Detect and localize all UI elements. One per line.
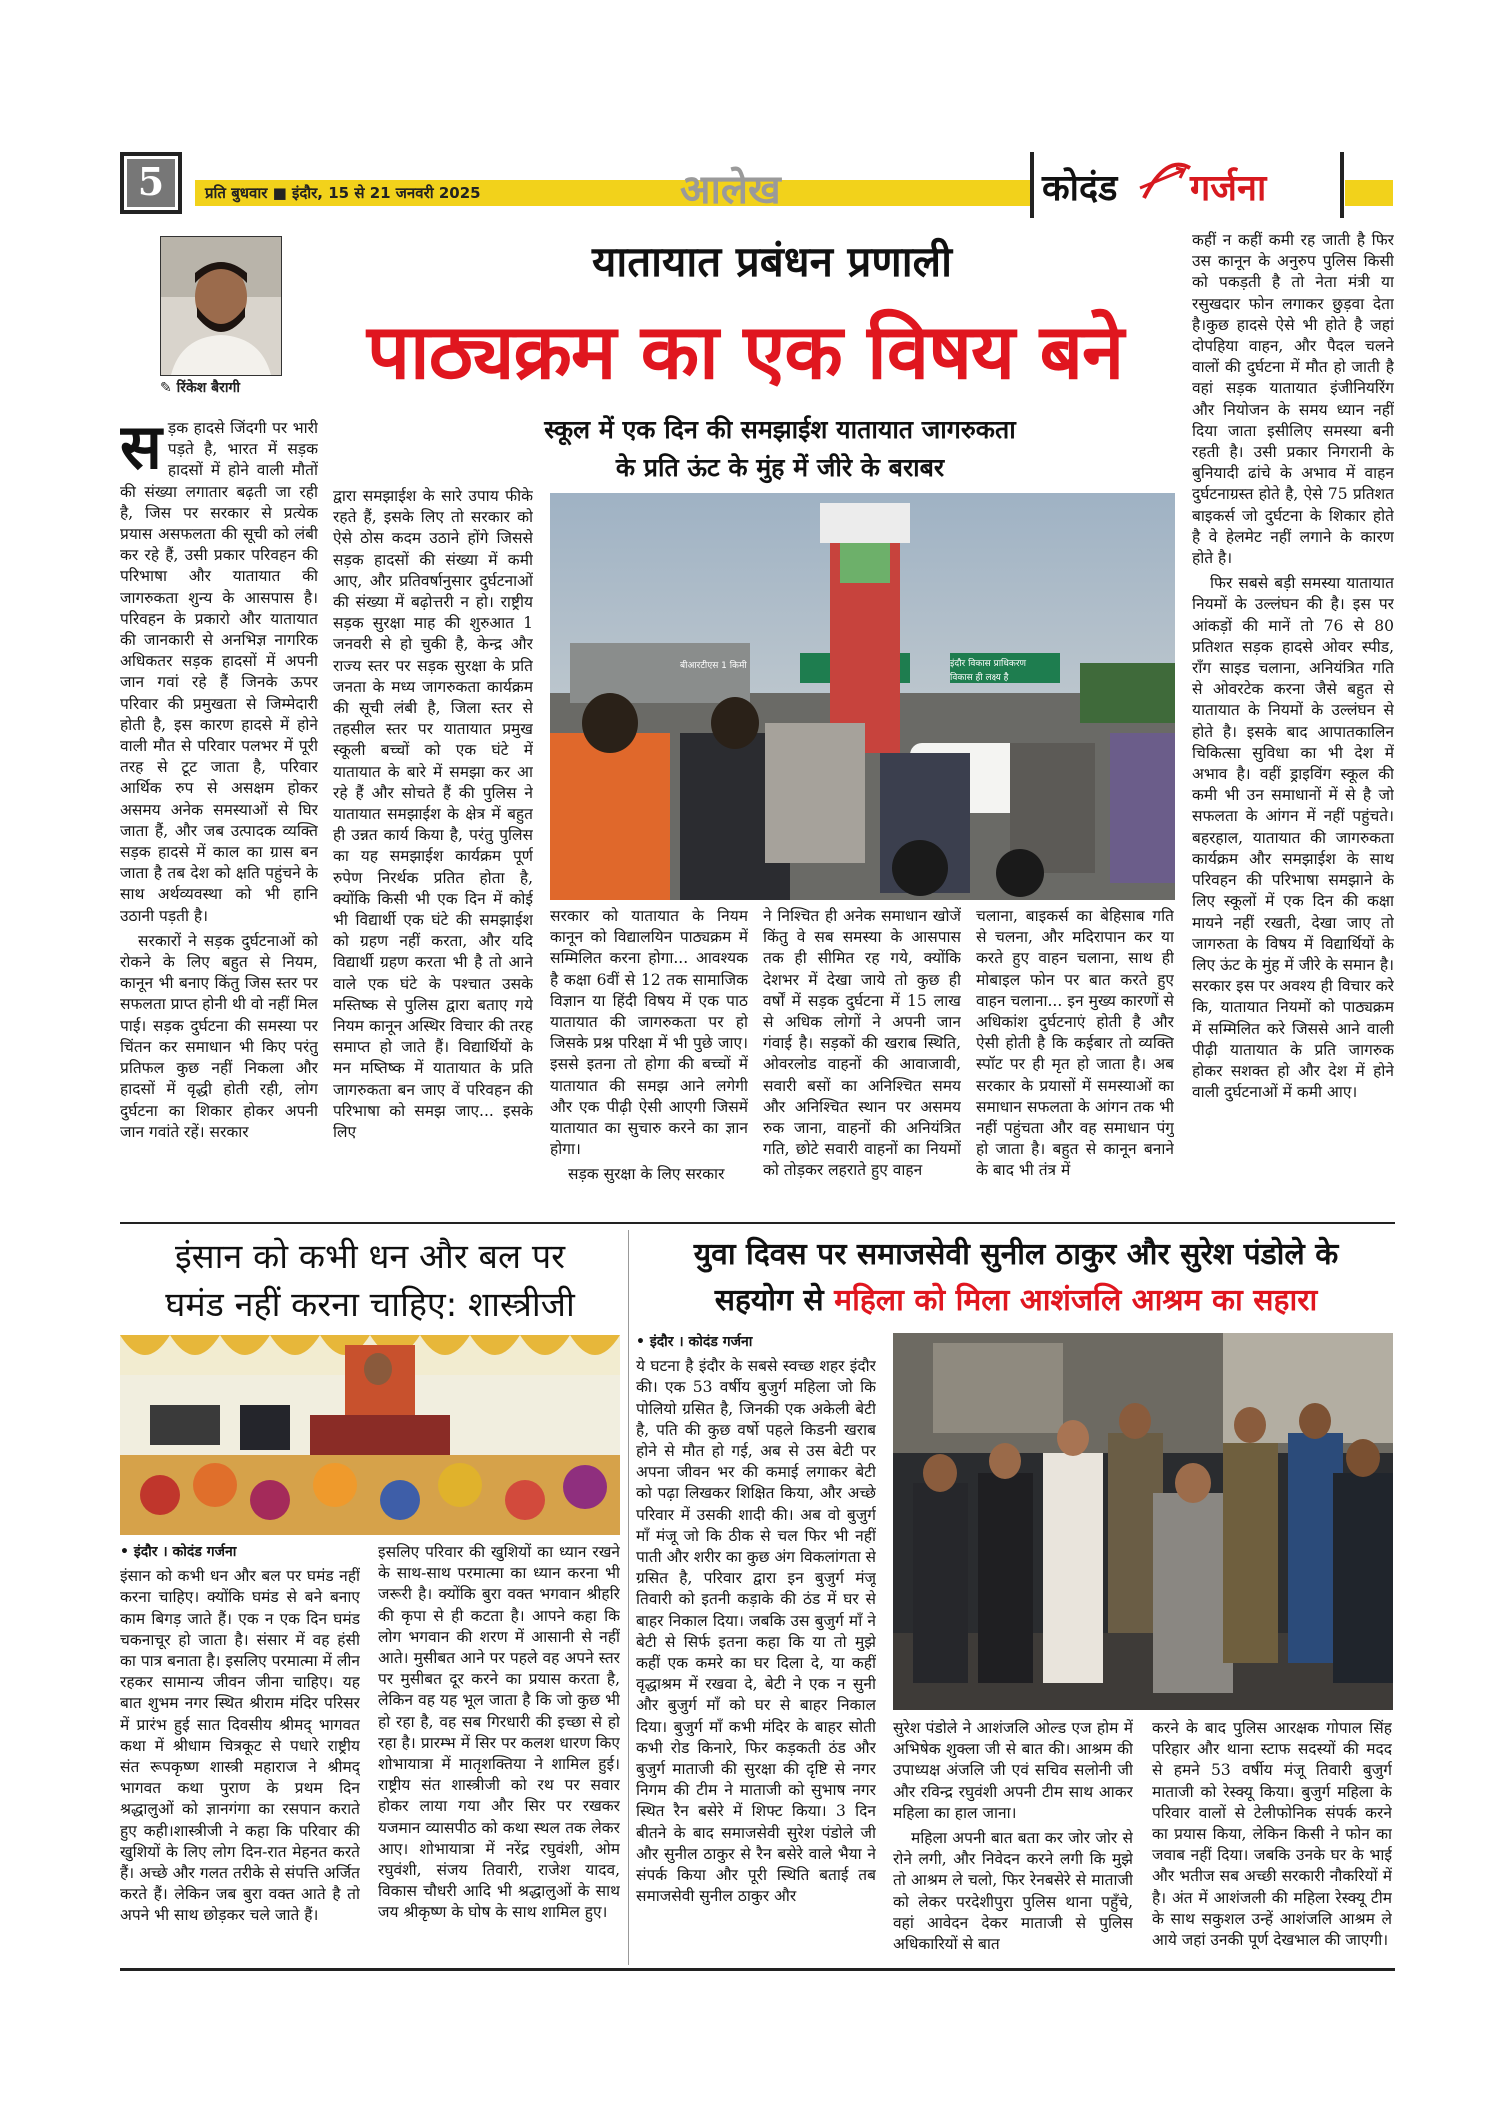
lead-column-3 [550,906,748,1214]
logo-text-left: कोदंड [1042,168,1118,209]
katha-event-photo [120,1335,620,1535]
masthead-logo [1040,152,1335,218]
lead-col2-para1: द्वारा समझाईश के सारे उपाय फीके रहते हैं, इसके लिए तो सरकार को ऐसे ठोस कदम उठाने होंगे जिससे सड़क हादसों की संख्या में कमी आए, और प्रतिवर्षानुसार दुर्घटनाओं की संख्या में बढ़ोत्तरी न हो। राष्ट्रीय सड़क सुरक्षा माह की शुरुआत 1 जनवरी से हो चुकी है, केन्द्र और राज्य स्तर पर सड़क सुरक्षा के प्रति जनता के मध्य जागरुकता कार्यक्रम की सूची लंबी है, जिला स्तर से तहसील स्तर पर यातायात प्रमुख स्कूली बच्चों को एक घंटे में यातायात के बारे में समझा कर आ रहे हैं और सोचते हैं की पुलिस ने यातायात समझाईश के क्षेत्र में बहुत ही उन्नत कार्य किया है, परंतु पुलिस का यह समझाईश कार्यक्रम पूर्ण रुपेण निरर्थक प्रतित होता है, क्योंकि किसी भी एक दिन में कोई भी विद्यार्थी एक घंटे की समझाईश को ग्रहण नहीं करता, और यदि विद्यार्थी ग्रहण करता भी है तो आने वाले एक घंटे के पश्चात उसके मस्तिष्क से पुलिस द्वारा बताए गये नियम कानून अस्थिर विचार की तरह समाप्त हो जाते हैं। विद्यार्थियों के मन मष्तिष्क में यातायात के प्रति जागरुकता बन जाए वें परिवहन की परिभाषा को समझ जाए... इसके लिए [333,487,533,1142]
rescue-team-photo [893,1333,1393,1710]
story3-headline-1: युवा दिवस पर समाजसेवी सुनील ठाकुर और सुरेश पंडोले के [693,1237,1339,1272]
bottom-rule [120,1968,1395,1971]
lead-kicker: यातायात प्रबंधन प्रणाली [592,237,952,286]
story3-headline-2-black: सहयोग से [714,1283,824,1318]
story2-headline-2: घमंड नहीं करना चाहिए: शास्त्रीजी [165,1285,575,1325]
author-name: रिंकेश बैरागी [176,380,240,396]
story2-byline: • इंदौर । कोदंड गर्जना [120,1544,237,1560]
lead-column-1 [120,418,318,1214]
lead-subhead-2: के प्रति ऊंट के मुंह में जीरे के बराबर [615,453,945,482]
page-number-box [120,152,182,214]
story3-column-3 [1152,1718,1392,1964]
story3-col3-text: करने के बाद पुलिस आरक्षक गोपाल सिंह परिहार और थाना स्टाफ सदस्यों की मदद से हमने 53 वर्षीय मंजू तिवारी बुजुर्ग माताजी को रेस्क्यू किया। बुजुर्ग महिला के परिवार वालों से टेलीफोनिक संपर्क करने का प्रयास किया, लेकिन किसी ने फोन का जवाब नहीं दिया। जबकि उनके घर के भाई और भतीज सब अच्छी सरकारी नौकरियों में है। अंत में आशंजली की महिला रेस्क्यू टीम के साथ सकुशल उन्हें आशंजलि आश्रम ले आये जहां उनकी पूर्ण देखभाल की जाएगी। [1152,1719,1392,1950]
lead-headline: पाठ्यक्रम का एक विषय बने [366,307,1124,396]
lead-column-5 [976,906,1174,1214]
lead-col6-para1: कहीं न कहीं कमी रह जाती है फिर उस कानून के अनुरुप पुलिस किसी को पकड़ती है तो नेता मंत्री या रसुखदार फोन लगाकर छुड़वा देता है।कुछ हादसे ऐसे भी होते है जहां दोपहिया वाहन, और पैदल चलने वालों की दुर्घटना में मौत हो जाती है वहां सड़क यातायात इंजीनियरिंग और नियोजन के समय ध्यान नहीं दिया जाता इसीलिए समस्या बनी रहती है। उसी प्रकार निगरानी के बुनियादी ढांचे के अभाव में वाहन दुर्घटनाग्रस्त होते है, ऐसे 75 प्रतिशत बाइकर्स जो दुर्घटना के शिकार होते है वे हेलमेट नहीं लगाने के कारण होते है। [1192,231,1394,568]
lead-column-4 [763,906,961,1214]
story3-byline: • इंदौर । कोदंड गर्जना [636,1334,753,1350]
lead-col5-para1: चलाना, बाइकर्स का बेहिसाब गति से चलना, और मदिरापान कर या करते हुए वाहन चलाना, साथ ही मोबाइल फोन पर बात करते हुए वाहन चलाना... इन मुख्य कारणों से अधिकांश दुर्घटनाएं होती है और ऐसी होती है कि कईबार तो व्यक्ति स्पॉट पर ही मृत हो जाता है। अब सरकार के प्रयासों में समस्याओं का समाधान सफलता के आंगन तक भी नहीं पहुंचता और वह समाधान पंगु हो जाता है। बहुत से कानून बनाने के बाद भी तंत्र में [976,907,1174,1180]
lead-column-6 [1192,230,1394,1214]
header-yellow-bar-right [1345,180,1393,206]
sign-text-c: विकास ही लक्ष्य है [950,673,1009,683]
lead-col6-para2: फिर सबसे बड़ी समस्या यातायात नियमों के उल्लंघन की है। इस पर आंकड़ों की मानें तो 76 से 80 प्रतिशत सड़क हादसे ओवर स्पीड, रॉंग साइड चलाना, अनियंत्रित गति से ओवरटेक करना जैसे बहुत से यातायात के नियमों के उल्लंघन से होते है। इसके बाद आपातकालिन चिकित्सा सुविधा का भी देश में अभाव है। वहीं ड्राइविंग स्कूल की कमी भी उन समाधानों में से है जो सफलता के आंगन में नहीं पहुंचते। बहरहाल, यातायात की जागरुकता कार्यक्रम और समझाईश के साथ परिवहन की परिभाषा समझाने के लिए स्कूलों में एक दिन की कक्षा मायने नहीं रखती, देखा जाए तो जागरुता के विषय में विद्यार्थियों के लिए ऊंट के मुंह में जीरे के समान है। सरकार इस पर अवश्य ही विचार करे कि, यातायात नियमों को पाठ्यक्रम में सम्मिलित करे जिससे आने वाली पीढ़ी यातायात के प्रति जागरुक होकर सशक्त हो और देश में होने वाली दुर्घटनाओं में कमी आए। [1192,574,1394,1102]
pen-icon: ✎ [160,380,177,396]
author-byline [160,378,290,397]
story3-column-1 [636,1332,876,1964]
story3-column-2 [893,1718,1133,1964]
sign-text-a: बीआरटीएस 1 किमी [680,661,747,671]
lead-col4-para1: ने निश्चित ही अनेक समाधान खोजें किंतु वे सब समस्या के आसपास तक ही सीमित रह गये, क्योंकि देशभर में देखा जाये तो कुछ ही वर्षों में सड़क दुर्घटना में 15 लाख से अधिक लोगों ने अपनी जान गंवाई है। सड़कों की खराब स्थिति, ओवरलोड वाहनों की आवाजावी, सवारी बसों का अनिश्चित समय और अनिश्चित स्थान पर असमय रुक जाना, वाहनों की अनियंत्रित गति, छोटे सवारी वाहनों का नियमों को तोड़कर लहराते हुए वाहन [763,907,961,1180]
story-vertical-divider [628,1230,629,1965]
story3-col1-text: ये घटना है इंदौर के सबसे स्वच्छ शहर इंदौर की। एक 53 वर्षीय बुजुर्ग महिला जो कि पोलियो ग्रसित है, जिनकी एक अकेली बेटी है, पति की कुछ वर्षो पहले किडनी खराब होने से मौत हो गई, अब से उस बेटी पर अपना जीवन भर की कमाई लगाकर बेटी को पढ़ा लिखकर शिक्षित किया, और अच्छे परिवार में उसकी शादी की। अब वो बुजुर्ग माँ मंजू जो कि ठीक से चल फिर भी नहीं पाती और शरीर का कुछ अंग विकलांगता से ग्रसित है, परिवार द्वारा इन बुजुर्ग मंजू तिवारी को इतनी कड़ाके की ठंड में घर से बाहर निकाल दिया। जबकि उस बुजुर्ग माँ ने बेटी से सिर्फ इतना कहा कि या तो मुझे कहीं एक कमरे का घर दिला दे, या कहीं वृद्धाश्रम में रखवा दे, बेटी ने एक न सुनी और बुजुर्ग माँ को घर से बाहर निकाल दिया। बुजुर्ग माँ कभी मंदिर के बाहर सोती कभी रोड किनारे, फिर कड़कती ठंड और बुजुर्ग माताजी की सुरक्षा की दृष्टि से नगर निगम की टीम ने माताजी को सुभाष नगर स्थित रैन बसेरे में शिफ्ट किया। 3 दिन बीतने के बाद समाजसेवी सुरेश पंडोले जी और सुनील ठाकुर से रैन बसेरे वाले भैया ने संपर्क किया और पूरी स्थिति बताई तब समाजसेवी सुनील ठाकुर और [636,1357,876,1906]
story2-col1-text: इंसान को कभी धन और बल पर घमंड नहीं करना चाहिए। क्योंकि घमंड से बने बनाए काम बिगड़ जाते हैं। एक न एक दिन घमंड चकनाचूर हो जाता है। संसार में वह हंसी का पात्र बनाता है। इसलिए परमात्मा में लीन रहकर सामान्य जीवन जीना चाहिए। यह बात शुभम नगर स्थित श्रीराम मंदिर परिसर में प्रारंभ हुई सात दिवसीय श्रीमद् भागवत कथा में श्रीधाम चित्रकूट से पधारे राष्ट्रीय संत रूपकृष्ण शास्त्री महाराज ने श्रीमद् भागवत कथा पुराण के प्रथम दिन श्रद्धालुओं को ज्ञानगंगा का रसपान कराते हुए कही।शास्त्रीजी ने कहा कि परिवार की खुशियों के लिए लोग दिन-रात मेहनत करते हैं। अच्छे और गलत तरीके से संपत्ति अर्जित करते हैं। लेकिन जब बुरा वक्त आते है तो अपने भी साथ छोड़कर चले जाते हैं। [120,1567,360,1925]
lead-col3-para2: सड़क सुरक्षा के लिए सरकार [568,1165,725,1184]
story3-col2b-text: महिला अपनी बात बता कर जोर जोर से रोने लगी, और निवेदन करने लगी कि मुझे तो आश्रम ले चलो, फिर रेनबसेरे से माताजी को लेकर परदेशीपुरा पुलिस थाना पहुँचे, वहां आवेदन देकर माताजी से पुलिस अधिकारियों से बात [893,1829,1133,1954]
logo-divider-right [1340,152,1344,218]
lead-col3-para1: सरकार को यातायात के नियम कानून को विद्यालयिन पाठ्यक्रम में सम्मिलित करना होगा... आवश्यक है कक्षा 6वीं से 12 तक सामाजिक विज्ञान या हिंदी विषय में एक पाठ यातायात की जागरुकता पर हो जिसके प्रश्न परिक्षा में भी पुछे जाए। इससे इतना तो होगा की बच्चों में यातायात की समझ आने लगेगी और एक पीढ़ी ऐसी आएगी जिसमें यातायात का सुचारु करने का ज्ञान होगा। [550,907,748,1159]
lead-col1-para1: ड़क हादसे जिंदगी पर भारी पड़ते है, भारत में सड़क हादसों में होने वाली मौतों की संख्या लगातार बढ़ती जा रही है, जिस पर सरकार से प्रत्येक प्रयास असफलता की सूची को लंबी कर रहे हैं, उसी प्रकार परिवहन की परिभाषा और यातायात की जागरुकता शुन्य के आसपास है। परिवहन के प्रकारो और यातायात की जानकारी से अनभिज्ञ नागरिक अधिकतर सड़क हादसों में अपनी जान गवां रहे हैं जिनके ऊपर परिवार की प्रमुखता से जिम्मेदारी होती है, इस कारण हादसे में होने वाली मौत से परिवार पलभर में पूरी तरह से टूट जाता है, परिवार आर्थिक रुप से असक्षम होकर असमय अनेक समस्याओं से घिर जाता हैं, और जब उत्पादक व्यक्ति सड़क हादसे में काल का ग्रास बन जाता है तब देश को क्षति पहुंचने के साथ अर्थव्यवस्था को भी हानि उठानी पड़ती है। [120,419,318,925]
logo-text-right: गर्जना [1190,168,1267,209]
divider-line-1 [120,1222,1395,1224]
dateline: प्रति बुधवार ■ इंदौर, 15 से 21 जनवरी 2025 [205,184,481,202]
lead-subhead-1: स्कूल में एक दिन की समझाईश यातायात जागरुकता [544,415,1016,444]
traffic-photo [550,493,1175,900]
story3-headline-2 [636,1278,1396,1319]
story2-headline-1: इंसान को कभी धन और बल पर [174,1237,566,1277]
story2-col2-text: इसलिए परिवार की खुशियों का ध्यान रखने के साथ-साथ परमात्मा का ध्यान करना भी जरूरी है। क्योंकि बुरा वक्त भगवान श्रीहरि की कृपा से ही कटता है। आपने कहा कि लोग भगवान की शरण में आसानी से नहीं आते। मुसीबत आने पर पहले वह अपने स्तर पर मुसीबत दूर करने का प्रयास करता है, लेकिन वह यह भूल जाता है कि जो कुछ भी हो रहा है, वह सब गिरधारी की इच्छा से हो रहा है। प्रारम्भ में सिर पर कलश धारण किए शोभायात्रा में मातृशक्तिया ने शामिल हुई। राष्ट्रीय संत शास्त्रीजी को रथ पर सवार होकर लाया गया और सिर पर रखकर यजमान व्यासपीठ को कथा स्थल तक लेकर आए। शोभायात्रा में नरेंद्र रघुवंशी, ओम रघुवंशी, संजय तिवारी, राजेश यादव, विकास चौधरी आदि भी श्रद्धालुओं के साथ जय श्रीकृष्ण के घोष के साथ शामिल हुए। [378,1543,620,1922]
story2-column-1 [120,1542,360,1964]
author-photo [160,236,282,376]
sign-text-b: इंदौर विकास प्राधिकरण [950,659,1027,669]
page-number: 5 [137,159,165,204]
story3-col2-text: सुरेश पंडोले ने आशंजलि ओल्ड एज होम में अभिषेक शुक्ला जी से बात की। आश्रम की उपाध्यक्ष अंजलि जी एवं सचिव सलोनी जी और रविन्द्र रघुवंशी अपनी टीम साथ आकर महिला का हाल जाना। [893,1719,1133,1822]
lead-column-2 [333,486,533,1214]
story3-headline-2-red: महिला को मिला आशंजलि आश्रम का सहारा [834,1283,1318,1318]
logo-divider-left [1030,152,1034,218]
story2-column-2 [378,1542,620,1964]
bow-arrow-icon [1136,158,1196,208]
drop-cap: स [120,418,162,483]
lead-col1-para2: सरकारों ने सड़क दुर्घटनाओं को रोकने के लिए बहुत से नियम, कानून भी बनाए किंतु जिस स्तर पर सफलता प्राप्त होनी थी वो नहीं मिल पाई। सड़क दुर्घटना की समस्या पर चिंतन कर समाधान भी किए परंतु प्रतिफल कुछ नहीं निकला और हादसों में वृद्धी होती रही, लोग दुर्घटना का शिकार होकर अपनी जान गवांते रहें। सरकार [120,931,318,1141]
section-title: आलेख [680,167,781,213]
